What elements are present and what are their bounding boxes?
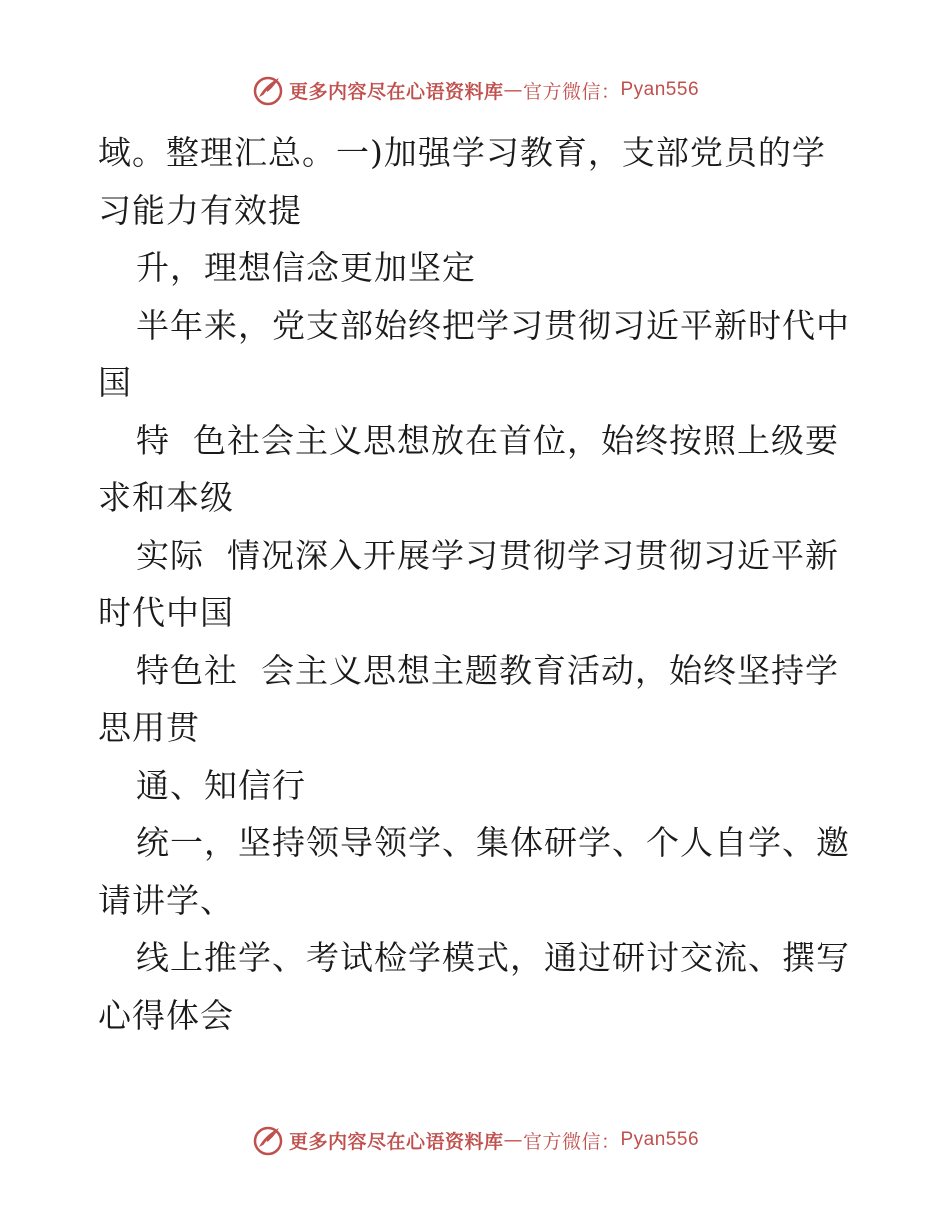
text-line: 思用贯 bbox=[98, 708, 200, 747]
text-line: 国 bbox=[98, 363, 132, 402]
text-line: 时代中国 bbox=[98, 593, 234, 632]
header-watermark bbox=[0, 70, 950, 110]
text-line: 请讲学、 bbox=[98, 880, 234, 920]
text-line: 习能力有效提 bbox=[98, 190, 302, 230]
watermark-dash: — bbox=[503, 79, 523, 101]
footer-watermark bbox=[0, 1120, 950, 1160]
watermark-wechat-id: Pyan556 bbox=[620, 1129, 700, 1150]
text-line: 统一，坚持领导领学、集体研学、个人自学、邀 bbox=[136, 823, 850, 862]
quill-logo-icon bbox=[251, 1123, 285, 1157]
watermark-site-text: 更多内容尽在心语资料库 bbox=[288, 1130, 504, 1153]
quill-logo-icon bbox=[251, 73, 285, 107]
text-line: 求和本级 bbox=[98, 478, 234, 517]
document-body bbox=[98, 124, 858, 1044]
text-line: 实际 情况深入开展学习贯彻学习贯彻习近平新 bbox=[136, 535, 839, 575]
text-line: 域。整理汇总。一)加强学习教育，支部党员的学 bbox=[98, 133, 826, 172]
text-line: 心得体会 bbox=[98, 995, 234, 1035]
watermark-official-text: 官方微信： bbox=[522, 80, 621, 103]
watermark-official-text: 官方微信： bbox=[522, 1130, 621, 1153]
watermark-wechat-id: Pyan556 bbox=[620, 79, 700, 100]
watermark-site-text: 更多内容尽在心语资料库 bbox=[288, 80, 504, 103]
text-line: 通、知信行 bbox=[136, 765, 306, 805]
watermark-dash: — bbox=[503, 1129, 523, 1151]
text-line: 升，理想信念更加坚定 bbox=[136, 248, 476, 287]
text-line: 线上推学、考试检学模式，通过研讨交流、撰写 bbox=[136, 938, 850, 977]
text-line: 特色社 会主义思想主题教育活动，始终坚持学 bbox=[136, 650, 839, 690]
text-line: 半年来，党支部始终把学习贯彻习近平新时代中 bbox=[136, 305, 850, 345]
text-line: 特 色社会主义思想放在首位，始终按照上级要 bbox=[136, 420, 839, 460]
